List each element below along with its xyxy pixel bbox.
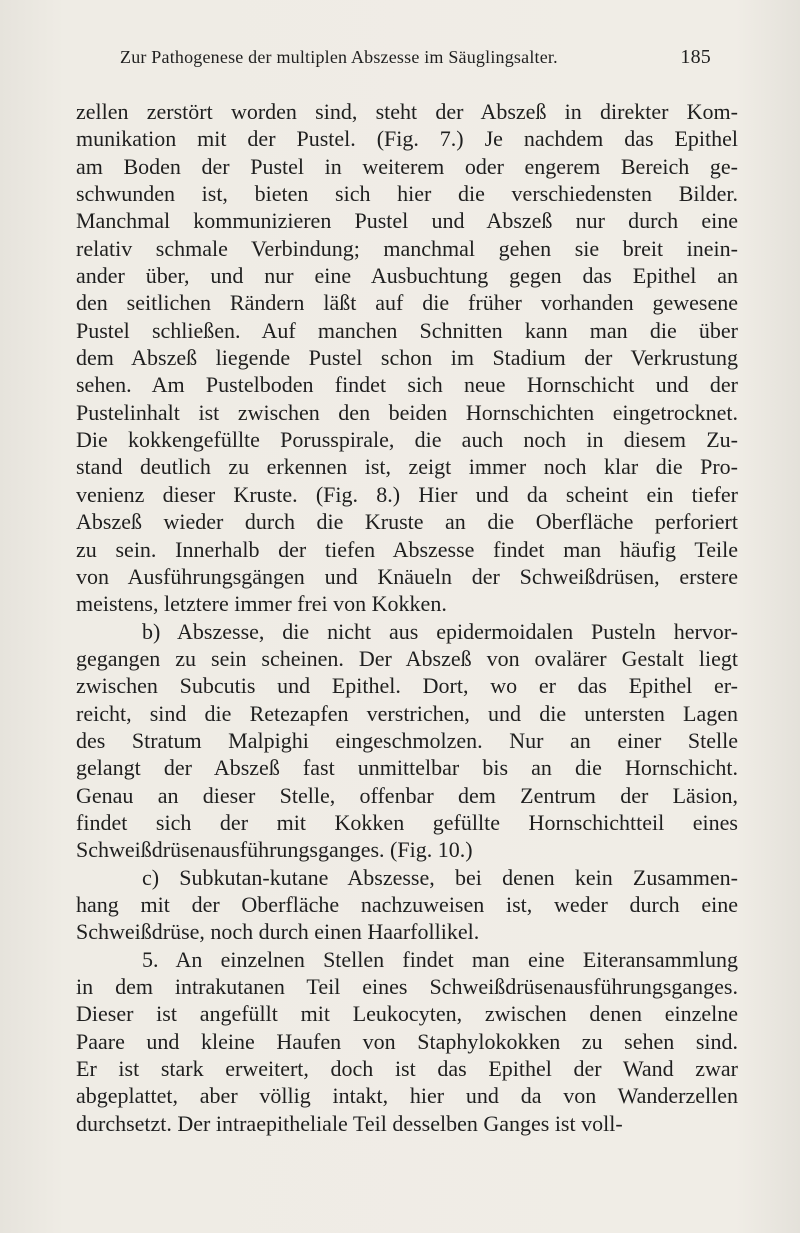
body-text: [76, 98, 738, 1137]
text-line: gelangt der Abszeß fast unmittelbar bis an die Hornschicht.: [76, 755, 738, 781]
text-line: gegangen zu sein scheinen. Der Abszeß von ovalärer Gestalt liegt: [76, 645, 738, 671]
text-line: von Ausführungsgängen und Knäueln der Schweißdrüsen, erstere: [76, 563, 738, 589]
text-line: stand deutlich zu erkennen ist, zeigt immer noch klar die Pro-: [76, 454, 738, 480]
paragraph: [76, 618, 738, 864]
text-line: zwischen Subcutis und Epithel. Dort, wo er das Epithel er-: [76, 673, 738, 699]
text-line: venienz dieser Kruste. (Fig. 8.) Hier und da scheint ein tiefer: [76, 481, 738, 507]
paragraph: [76, 864, 738, 946]
text-line: ander über, und nur eine Ausbuchtung gegen das Epithel an: [76, 263, 738, 289]
text-line: durchsetzt. Der intraepitheliale Teil desselben Ganges ist voll-: [76, 1110, 623, 1136]
text-line: relativ schmale Verbindung; manchmal gehen sie breit inein-: [76, 235, 738, 261]
text-line: b) Abszesse, die nicht aus epidermoidalen Pusteln hervor-: [142, 618, 738, 644]
paragraph: [76, 946, 738, 1137]
running-head: [120, 46, 710, 68]
text-line: den seitlichen Rändern läßt auf die früher vorhanden gewesene: [76, 290, 738, 316]
running-title: Zur Pathogenese der multiplen Abszesse im Säuglingsalter.: [120, 47, 558, 67]
text-line: c) Subkutan-kutane Abszesse, bei denen kein Zusammen-: [142, 864, 738, 890]
text-line: zu sein. Innerhalb der tiefen Abszesse findet man häufig Teile: [76, 536, 738, 562]
text-line: Pustelinhalt ist zwischen den beiden Hornschichten eingetrocknet.: [76, 399, 738, 425]
text-line: Schweißdrüsenausführungsganges. (Fig. 10.): [76, 837, 473, 863]
text-line: des Stratum Malpighi eingeschmolzen. Nur an einer Stelle: [76, 727, 738, 753]
text-line: reicht, sind die Retezapfen verstrichen, und die untersten Lagen: [76, 700, 738, 726]
text-line: am Boden der Pustel in weiterem oder engerem Bereich ge-: [76, 153, 738, 179]
text-line: Manchmal kommunizieren Pustel und Abszeß nur durch eine: [76, 208, 738, 234]
text-line: munikation mit der Pustel. (Fig. 7.) Je nachdem das Epithel: [76, 126, 738, 152]
text-line: Genau an dieser Stelle, offenbar dem Zentrum der Läsion,: [76, 782, 738, 808]
text-line: Abszeß wieder durch die Kruste an die Oberfläche perforiert: [76, 509, 738, 535]
text-line: dem Abszeß liegende Pustel schon im Stadium der Verkrustung: [76, 345, 738, 371]
text-line: findet sich der mit Kokken gefüllte Hornschichtteil eines: [76, 809, 738, 835]
text-line: Schweißdrüse, noch durch einen Haarfollikel.: [76, 919, 480, 945]
text-line: schwunden ist, bieten sich hier die verschiedensten Bilder.: [76, 181, 738, 207]
page-number: 185: [680, 46, 711, 68]
text-line: 5. An einzelnen Stellen findet man eine Eiteransammlung: [142, 946, 738, 972]
text-line: zellen zerstört worden sind, steht der Abszeß in direkter Kom-: [76, 99, 738, 124]
text-line: Pustel schließen. Auf manchen Schnitten kann man die über: [76, 317, 738, 343]
text-line: meistens, letztere immer frei von Kokken.: [76, 591, 447, 617]
text-line: Paare und kleine Haufen von Staphylokokken zu sehen sind.: [76, 1028, 738, 1054]
text-line: Die kokkengefüllte Porusspirale, die auch noch in diesem Zu-: [76, 427, 738, 453]
text-line: Dieser ist angefüllt mit Leukocyten, zwischen denen einzelne: [76, 1001, 738, 1027]
text-line: abgeplattet, aber völlig intakt, hier und da von Wanderzellen: [76, 1083, 738, 1109]
paragraph: [76, 98, 738, 618]
text-line: sehen. Am Pustelboden findet sich neue Hornschicht und der: [76, 372, 738, 398]
text-line: Er ist stark erweitert, doch ist das Epithel der Wand zwar: [76, 1056, 738, 1082]
text-line: in dem intrakutanen Teil eines Schweißdrüsenausführungsganges.: [76, 974, 738, 999]
text-line: hang mit der Oberfläche nachzuweisen ist, weder durch eine: [76, 891, 738, 917]
